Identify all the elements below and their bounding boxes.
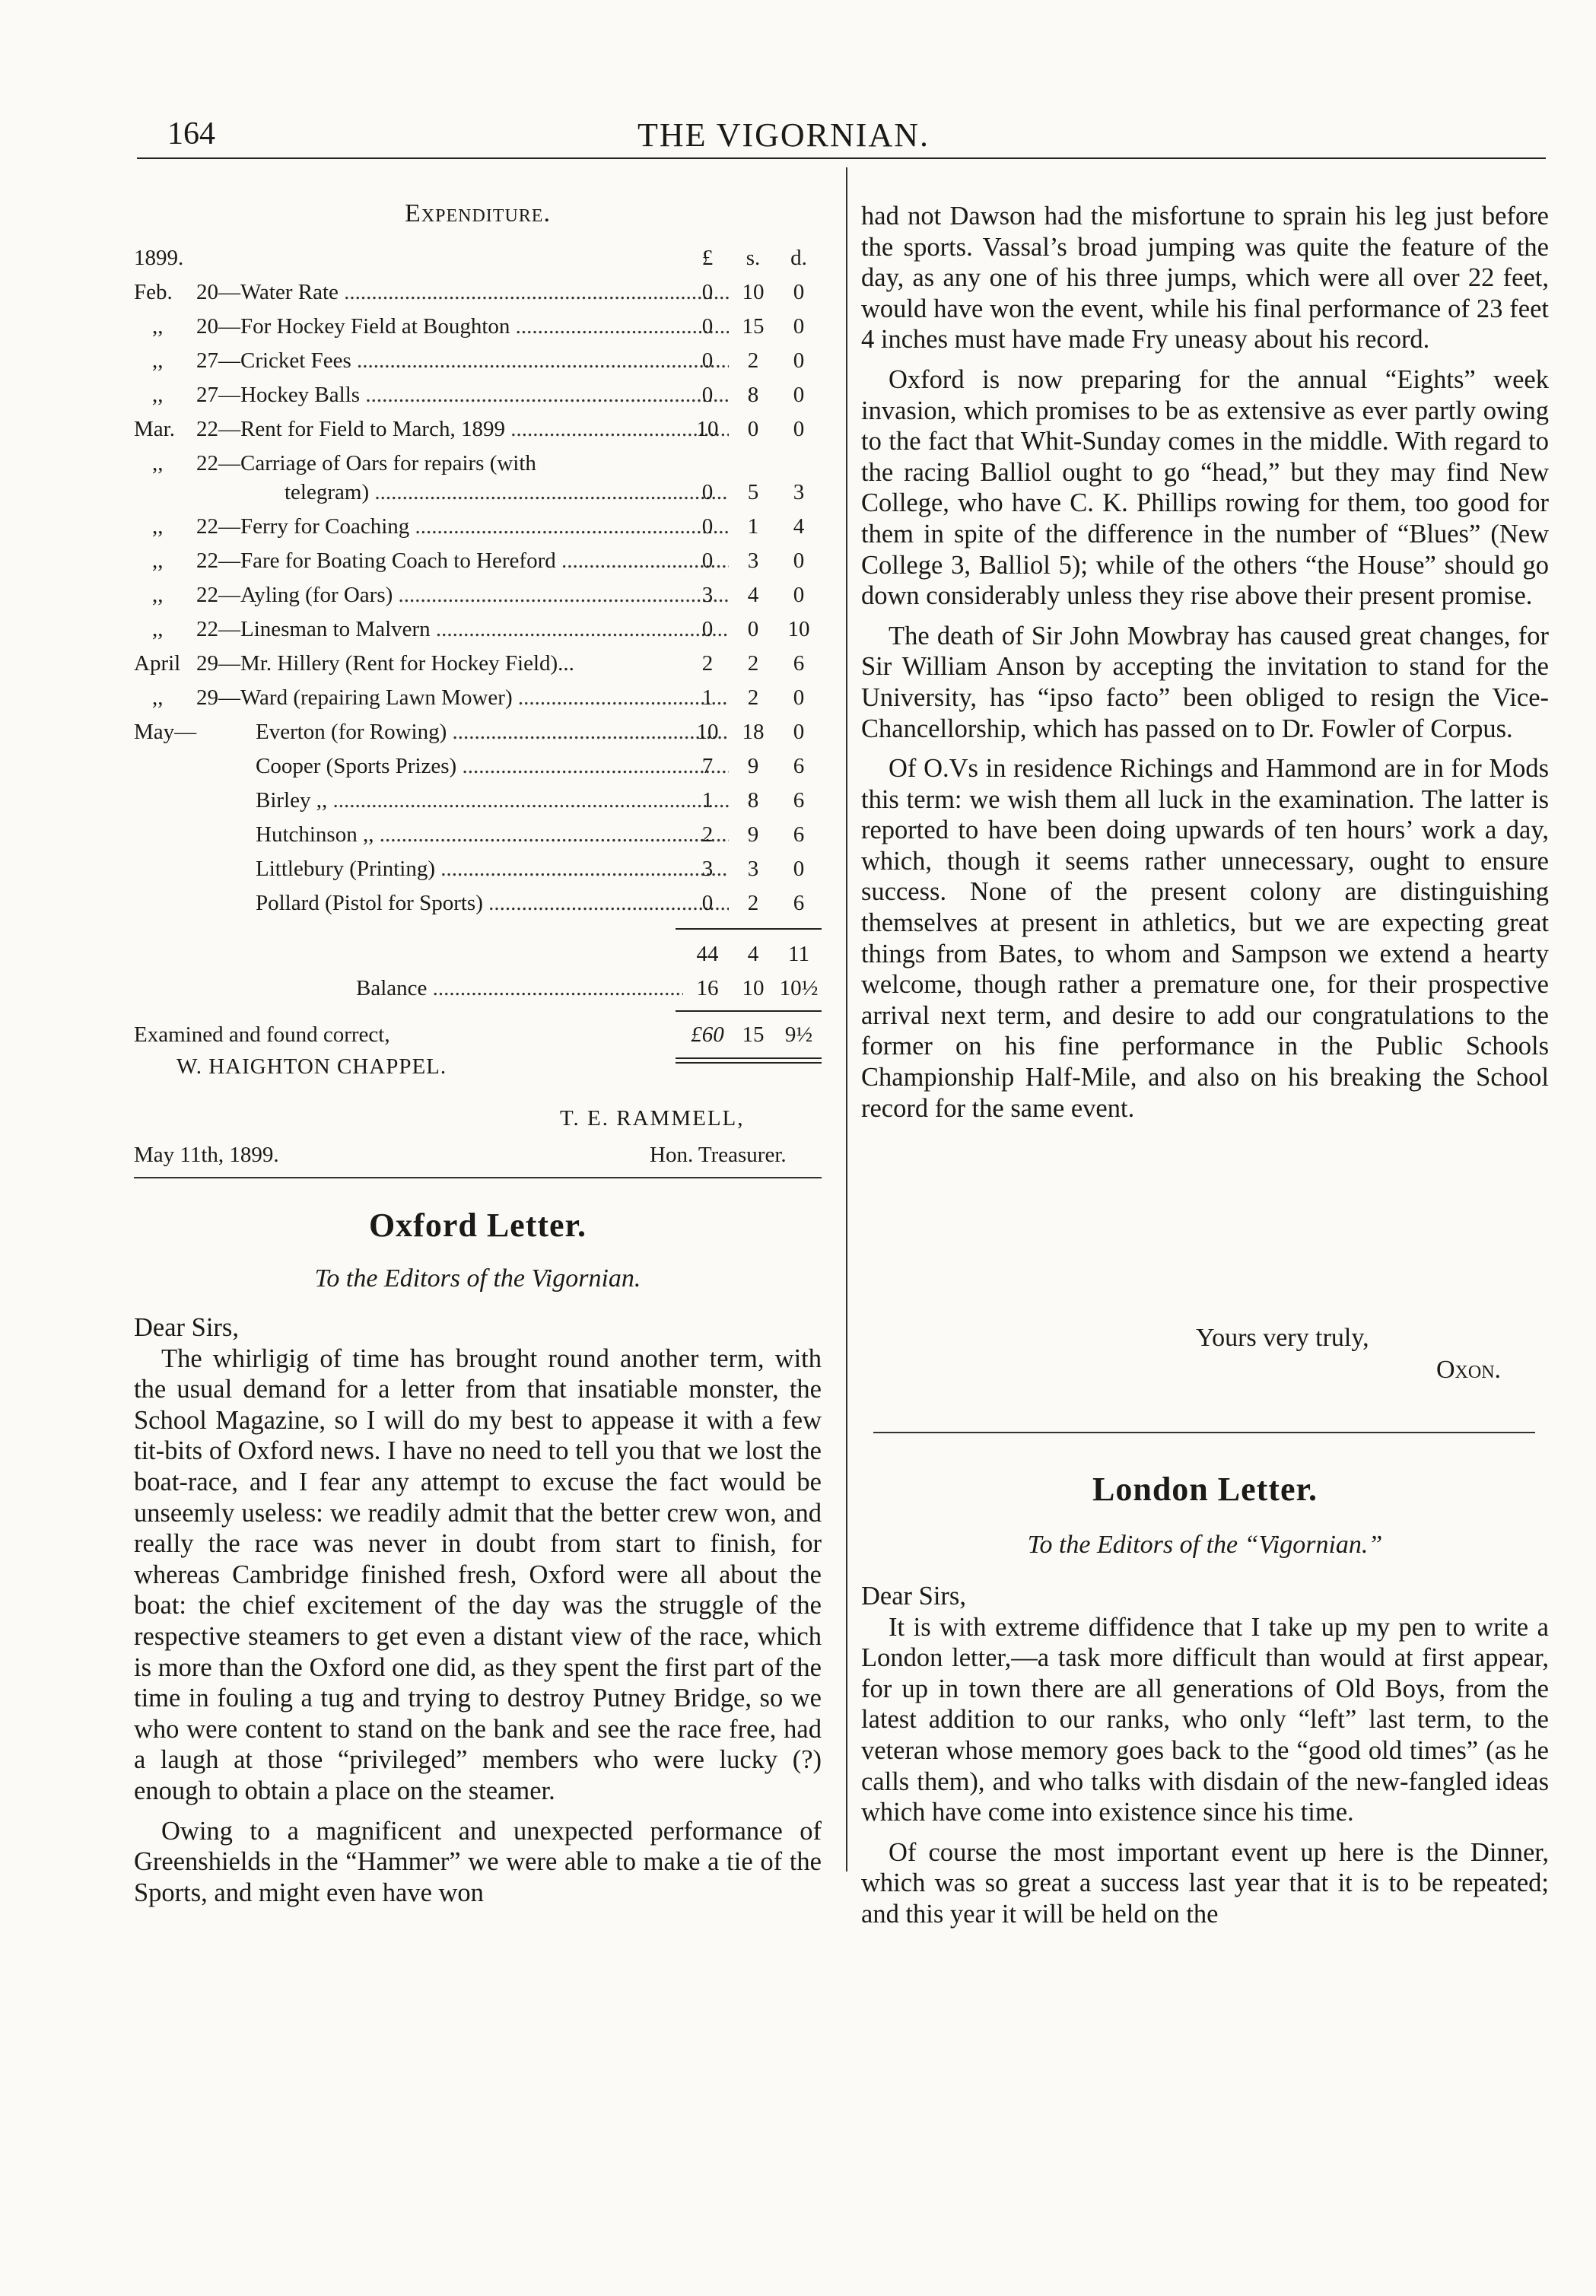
oxford-paragraph: Oxford is now preparing for the annual “Eights” week invasion, which promises to be as extensive as ever partly owing to the fact that Whit-Sunday comes in the middle. With regard to the racing Balliol ought to go “head,” but they may find New College, who have C. K. Phillips rowing for them, too good for them in spite of the difference in the number of “Blues” (New College 3, Balliol 5); while of the others “the House” should go down considerably unless they rise above their present promise. [861,364,1549,611]
ledger-row: ,, 27—Hockey Balls ..... 0 8 0 [134,378,822,412]
london-letter-subheading: To the Editors of the “Vigornian.” [1027,1531,1383,1559]
section-rule [873,1432,1535,1433]
total-row: Examined and found correct, £60 15 9½ [134,1022,813,1047]
oxford-paragraph: The whirligig of time has brought round another term, with the usual demand for a letter from that insatiable monster, the School Magazine, so I will do my best to appease it with a few tit-bits of Oxford news. I have no need to tell you that we lost the boat-race, and I fear any attempt to excuse the fact would be unseemly useless: we readily admit that the better crew won, and really the race was never in doubt from start to finish, for whereas Cambridge finished fresh, Oxford were all about the boat: the chief excitement of the day was the struggle of the respective steamers to get even a distant view of the race, which is more than the Oxford one did, as they spent the first part of the time in fouling a tug and trying to destroy Putney Bridge, so we who were content to stand on the bank and see the race free, had a laugh at those “privileged” members who were lucky (?) enough to obtain a place on the steamer. [134,1344,822,1805]
oxford-letter-subheading: To the Editors of the Vigornian. [314,1264,641,1293]
ledger-row: ,, 22—Linesman to Malvern ..... 0 0 10 [134,612,822,647]
treasurer-row: T. E. RAMMELL, [560,1106,745,1131]
oxford-letter-heading: Oxford Letter. [368,1207,587,1244]
ledger-row-continued: telegram) ..... 0 5 3 [134,475,822,510]
date-row: May 11th, 1899. Hon. Treasurer. [134,1143,787,1167]
column-divider [846,167,847,1871]
london-letter-heading: London Letter. [1092,1471,1318,1508]
subtotal-row: 44 4 11 [696,942,809,966]
ledger-row: ,, 22—Ferry for Coaching ..... 0 1 4 [134,510,822,544]
oxford-paragraph: Of O.Vs in residence Richings and Hammond are in for Mods this term: we wish them all luck in the examination. The latter is reported to have been doing upwards of ten hours’ work a day, which, though it seems rather unnecessary, ought to ensure success. None of the present colony are distinguishing themselves at present in athletics, but we are expecting great things from Bates, to whom and Sampson we extend a hearty welcome, though rather a premature one, for their prospective arrival next term, and desire to add our congratulations to the former on his fine performance in the Public Schools Championship Half-Mile, and also on his breaking the School record for the same event. [861,754,1549,1123]
shillings-header: s. [746,246,761,270]
ledger-row: April 29—Mr. Hillery (Rent for Hockey Field)... 2 2 6 [134,651,805,676]
ledger-row: Pollard (Pistol for Sports) ..... 0 2 6 [134,886,822,921]
oxford-paragraph: had not Dawson had the misfortune to sprain his leg just before the sports. Vassal’s broad jumping was quite the feature of the day, as any one of his three jumps, which were all over 22 feet, would have won the event, while his final performance of 23 feet 4 inches must have made Fry uneasy about his record. [861,202,1549,355]
ledger-row: Hutchinson ,, ..... 2 9 6 [134,818,822,852]
balance-row: Balance ..... 16 10 10½ [134,972,822,1006]
page-header [160,116,1407,169]
subtotal-rule [676,928,822,930]
ledger-row: May— Everton (for Rowing) ..... 10 18 0 [134,715,822,749]
ledger-row: ,, 22—Fare for Boating Coach to Hereford ..... 0 3 0 [134,544,822,578]
section-rule [134,1177,822,1178]
header-rule [137,157,1546,159]
ledger-row: Feb. 20—Water Rate ..... 0 10 0 [134,275,822,310]
oxford-paragraph: Owing to a magnificent and unexpected performance of Greenshields in the “Hammer” we were able to make a tie of the Sports, and might even have won [134,1816,822,1907]
oxford-letter-body [134,1312,822,1917]
ledger-row: ,, 22—Ayling (for Oars) ..... 3 4 0 [134,578,822,612]
pence-header: d. [790,246,807,270]
ledger-row: ,, 27—Cricket Fees ..... 0 2 0 [134,344,822,378]
ledger-row: Birley ,, ..... 1 8 6 [134,784,822,818]
page-number: 164 [167,116,215,151]
london-letter-body [861,1581,1549,1939]
expenditure-title: Expenditure. [405,199,551,227]
london-paragraph: It is with extreme diffidence that I take up my pen to write a London letter,—a task more difficult than would at first appear, for up in town there are all generations of Old Boys, from the latest addition to our ranks, who only “left” last term, to the veteran whose memory goes back to the “good old times” (as he calls them), and who talks with disdain of the new-fangled ideas which have come into existence since his time. [861,1612,1549,1827]
oxford-signature: Oxon. [1436,1356,1502,1384]
ledger-row: ,, 29—Ward (repairing Lawn Mower) ..... 1 2 0 [134,681,822,715]
running-title: THE VIGORNIAN. [637,116,930,154]
pounds-header: £ [701,246,714,270]
london-paragraph: Of course the most important event up here is the Dinner, which was so great a success last year that it is to be repeated; and this year it will be held on the [861,1837,1549,1929]
total-rule [676,1010,822,1012]
oxford-letter-continued [861,201,1549,1133]
ledger-row: Mar. 22—Rent for Field to March, 1899 ..... 10 0 0 [134,412,822,447]
oxford-salutation: Dear Sirs, [134,1313,239,1342]
auditor-row: W. HAIGHTON CHAPPEL. [176,1054,447,1079]
ledger-row: Cooper (Sports Prizes) ..... 7 9 6 [134,749,822,784]
oxford-closing: Yours very truly, [1196,1324,1369,1352]
ledger-row: ,, 22—Carriage of Oars for repairs (with [152,451,536,475]
ledger-row: Littlebury (Printing) ..... 3 3 0 [134,852,822,886]
ledger-header-row [134,241,822,275]
london-salutation: Dear Sirs, [861,1582,966,1611]
oxford-paragraph: The death of Sir John Mowbray has caused great changes, for Sir William Anson by accepting the invitation to stand for the University, has “ipso facto” been obliged to resign the Vice-Chancellorship, which has passed on to Dr. Fowler of Corpus. [861,621,1549,743]
ledger-year: 1899. [134,246,184,270]
ledger-row: ,, 20—For Hockey Field at Boughton ..... 0 15 0 [134,310,822,344]
